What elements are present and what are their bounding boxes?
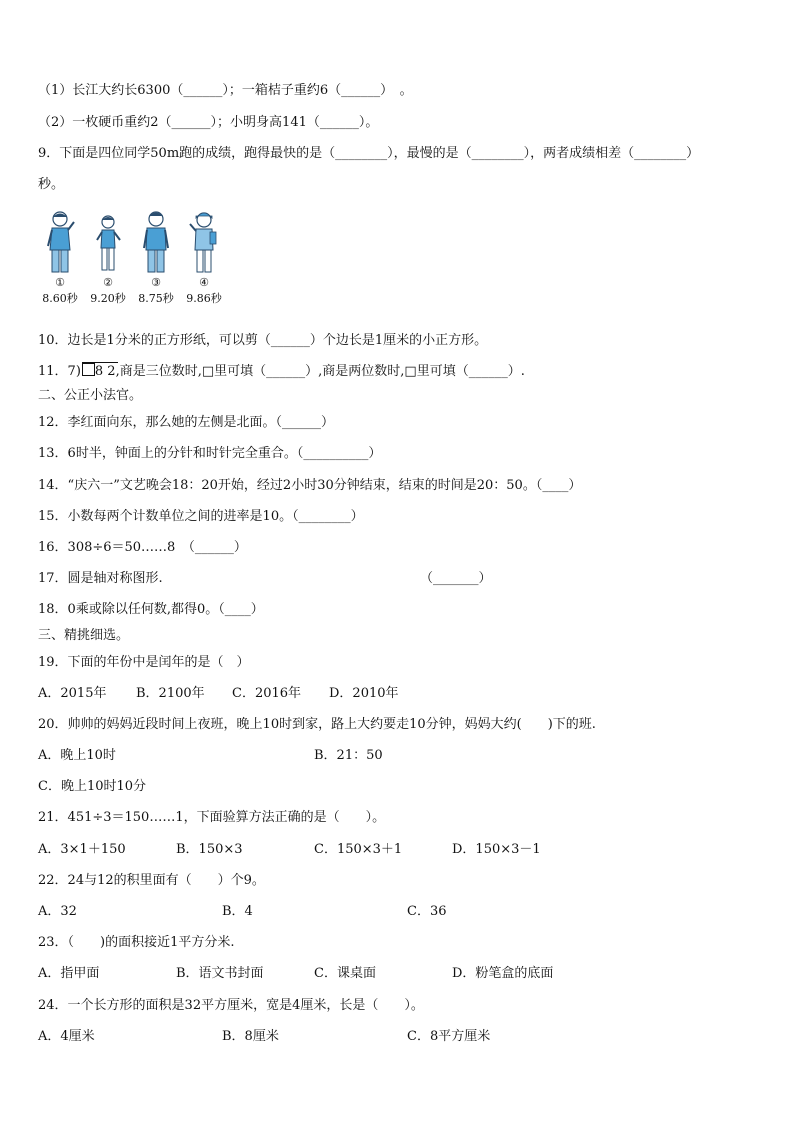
q22-text: 22．24与12的积里面有（ ）个9。 [38,873,265,888]
q19-option-c[interactable]: C．2016年 [232,686,302,701]
division-bar [82,362,118,363]
q17-text: 17．圆是轴对称图形. [38,571,163,586]
runner-3 [136,210,176,305]
runner-1-figure [40,210,80,276]
q19-option-a[interactable]: A．2015年 [38,686,107,701]
division-bracket: ) [75,364,81,379]
q8-part1: （1）长江大约长6300（______）；一箱桔子重约6（______） 。 [38,83,413,98]
runner-4-number: ④ [199,276,209,289]
q24-option-b[interactable]: B．8厘米 [222,1029,279,1044]
q19-option-d[interactable]: D．2010年 [329,686,399,701]
q20-option-c[interactable]: C．晚上10时10分 [38,779,147,794]
q19-text: 19．下面的年份中是闰年的是（ ） [38,655,250,670]
runner-3-number: ③ [151,276,161,289]
runner-2 [88,210,128,305]
q19-option-b[interactable]: B．2100年 [136,686,205,701]
q21-text: 21．451÷3＝150……1，下面验算方法正确的是（ ）。 [38,810,386,825]
q20-text: 20．帅帅的妈妈近段时间上夜班，晚上10时到家，路上大约要走10分钟，妈妈大约( )下的班. [38,717,596,732]
long-division [76,363,116,381]
q24-option-a[interactable]: A．4厘米 [38,1029,95,1044]
section-2-title: 二、公正小法官。 [38,388,143,403]
q20-option-a[interactable]: A．晚上10时 [38,748,116,763]
q23-option-d[interactable]: D．粉笔盒的底面 [452,966,554,981]
q24-text: 24．一个长方形的面积是32平方厘米，宽是4厘米，长是（ ）。 [38,998,424,1013]
runner-2-number: ② [103,276,113,289]
q24-option-c[interactable]: C．8平方厘米 [407,1029,491,1044]
q14-text: 14．“庆六一”文艺晚会18：20开始，经过2小时30分钟结束，结束的时间是20：50。（____） [38,478,582,493]
q23-option-a[interactable]: A．指甲面 [38,966,100,981]
blank-square [82,363,95,376]
q13-text: 13．6时半，钟面上的分针和时针完全重合。（__________） [38,446,382,461]
q23-option-b[interactable]: B．语文书封面 [176,966,264,981]
q8-part2: （2）一枚硬币重约2（______）；小明身高141（______）。 [38,115,379,130]
q9-text-cont: 秒。 [38,177,65,192]
q23-text: 23．（ )的面积接近1平方分米. [38,935,235,950]
q21-option-d[interactable]: D．150×3－1 [452,842,541,857]
runners-figure [40,210,230,310]
runner-3-figure [136,210,176,276]
runner-1-time: 8.60秒 [42,292,78,305]
q22-option-c[interactable]: C．36 [407,904,447,919]
q15-text: 15．小数每两个计数单位之间的进率是10。（________） [38,509,364,524]
runner-1 [40,210,80,305]
q21-option-a[interactable]: A．3×1＋150 [38,842,126,857]
division-dividend: 8 2 [94,364,116,379]
q21-option-c[interactable]: C．150×3＋1 [314,842,403,857]
q18-text: 18．0乘或除以任何数,都得0。（____） [38,602,264,617]
q21-option-b[interactable]: B．150×3 [176,842,243,857]
runner-3-time: 8.75秒 [138,292,174,305]
q22-option-a[interactable]: A．32 [38,904,77,919]
runner-4-figure [184,210,224,276]
q20-option-b[interactable]: B．21：50 [314,748,383,763]
q11-text [38,363,525,381]
q10-text: 10．边长是1分米的正方形纸，可以剪（______）个边长是1厘米的小正方形。 [38,333,488,348]
runner-4-time: 9.86秒 [186,292,222,305]
q23-option-c[interactable]: C．课桌面 [314,966,376,981]
section-3-title: 三、精挑细选。 [38,628,130,643]
q11-suffix: ,商是三位数时,□里可填（______）,商是两位数时,□里可填（______）. [115,364,525,379]
q9-text: 9．下面是四位同学50m跑的成绩，跑得最快的是（________），最慢的是（________），两者成绩相差（________） [38,146,700,161]
runner-2-time: 9.20秒 [90,292,126,305]
runner-1-number: ① [55,276,65,289]
q16-text: 16．308÷6＝50……8 （______） [38,540,247,555]
q22-option-b[interactable]: B．4 [222,904,253,919]
q17-blank: （_______） [420,571,492,586]
runner-4 [184,210,224,305]
q11-prefix: 11．7 [38,364,76,379]
runner-2-figure [88,210,128,276]
q12-text: 12．李红面向东，那么她的左侧是北面。（______） [38,415,335,430]
